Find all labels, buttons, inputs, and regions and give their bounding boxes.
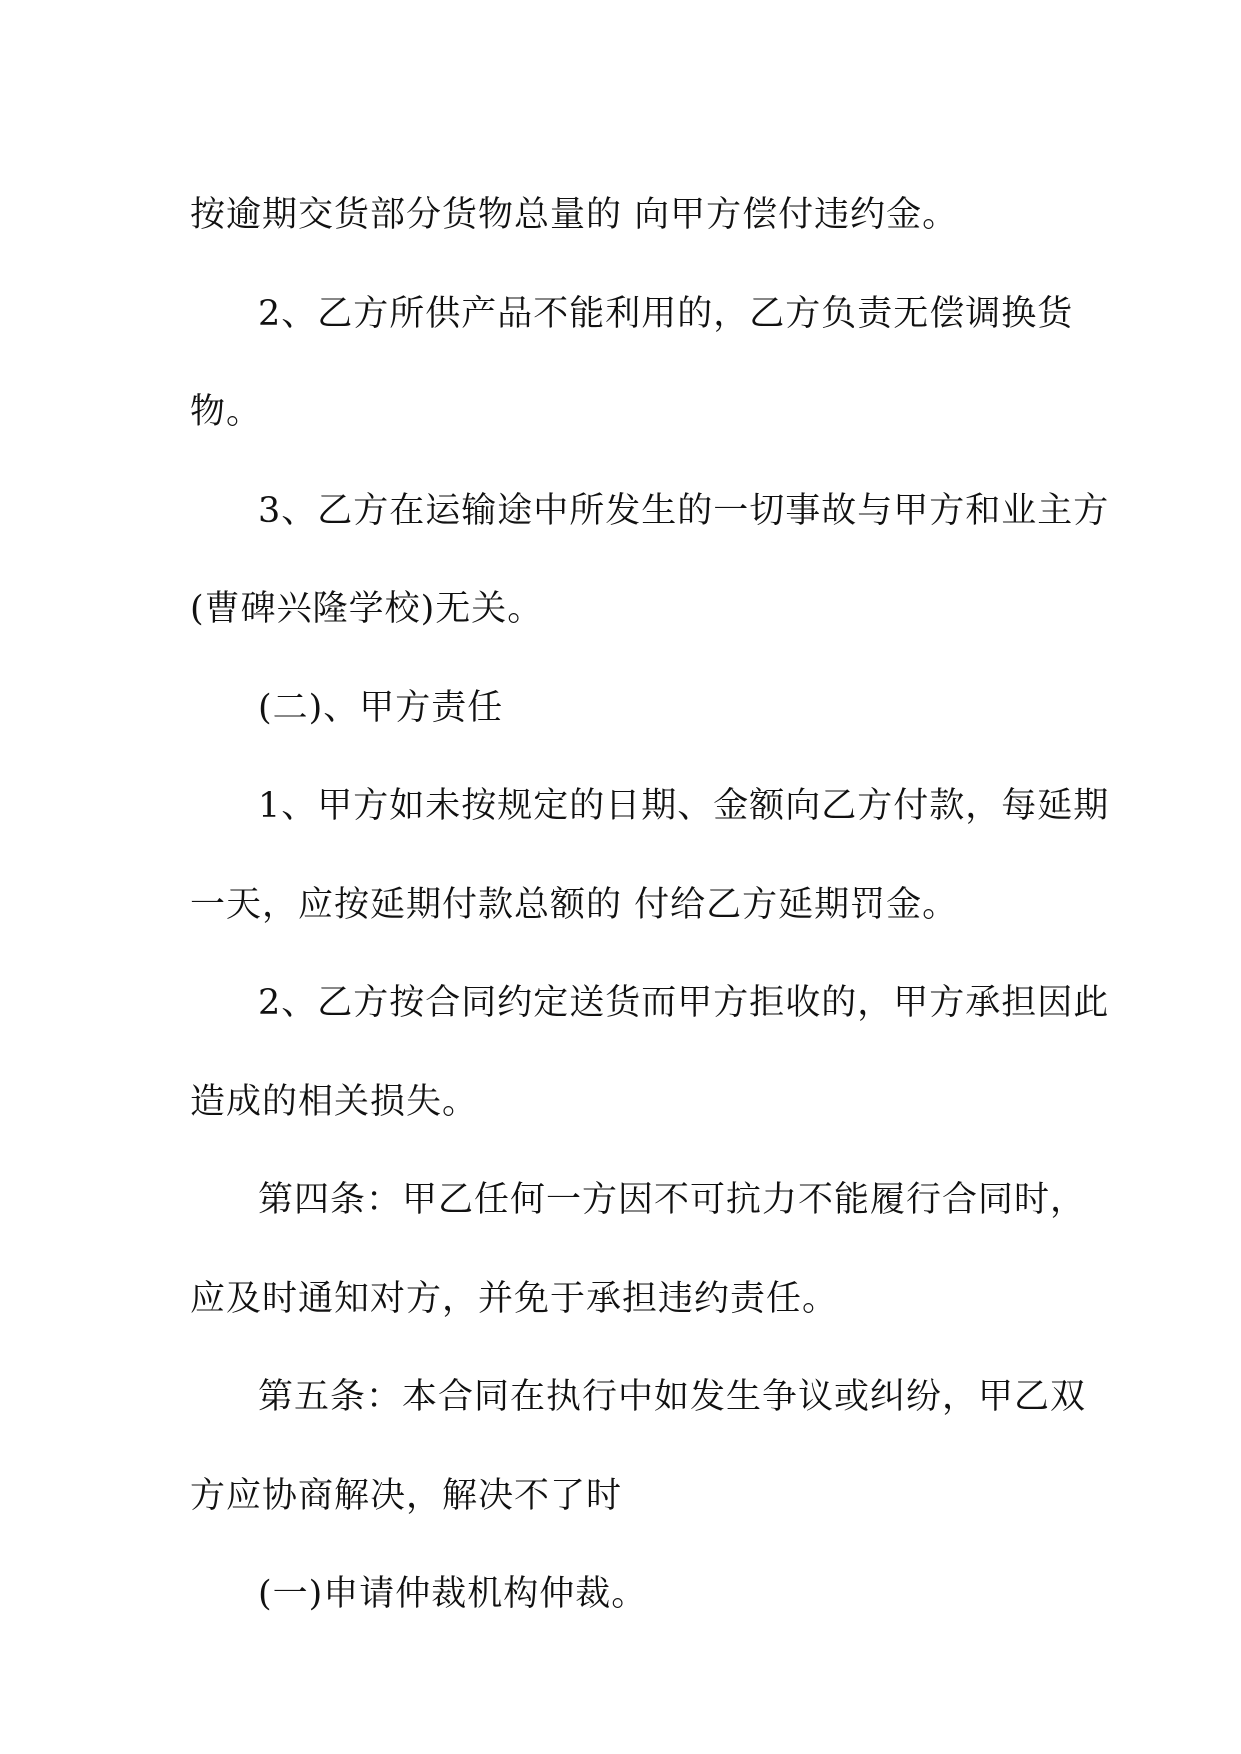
text-line: 2、乙方所供产品不能利用的，乙方负责无偿调换货	[258, 293, 1074, 334]
text-line: (一)申请仲裁机构仲裁。	[258, 1574, 648, 1614]
text-line: 应及时通知对方，并免于承担违约责任。	[190, 1278, 839, 1319]
text-line: 一天，应按延期付款总额的 付给乙方延期罚金。	[190, 884, 959, 925]
section-heading: (二)、甲方责任	[258, 687, 504, 728]
text-line: 3、乙方在运输途中所发生的一切事故与甲方和业主方	[258, 490, 1110, 531]
text-line: 方应协商解决，解决不了时	[190, 1475, 623, 1516]
text-line: 第五条：本合同在执行中如发生争议或纠纷，甲乙双	[258, 1377, 1087, 1417]
contract-body	[190, 166, 1110, 1644]
text-line: 第四条：甲乙任何一方因不可抗力不能履行合同时，	[258, 1180, 1087, 1220]
text-line: 按逾期交货部分货物总量的 向甲方偿付违约金。	[190, 195, 959, 235]
text-line: (曹碑兴隆学校)无关。	[190, 589, 544, 629]
text-line: 造成的相关损失。	[190, 1081, 479, 1122]
text-line: 1、甲方如未按规定的日期、金额向乙方付款，每延期	[258, 786, 1110, 826]
text-line: 2、乙方按合同约定送货而甲方拒收的，甲方承担因此	[258, 983, 1110, 1023]
text-line: 物。	[190, 392, 263, 432]
